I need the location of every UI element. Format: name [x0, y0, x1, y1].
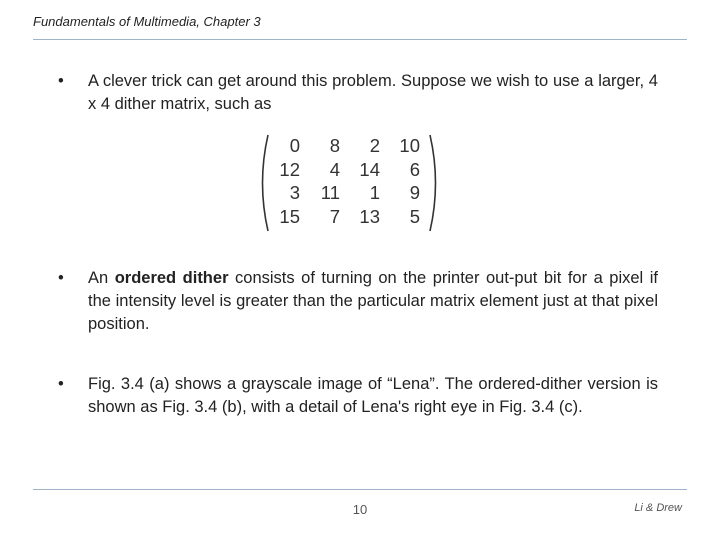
matrix-cell: 13	[359, 205, 380, 227]
matrix-cell: 2	[369, 135, 380, 156]
matrix-cell: 6	[409, 158, 420, 180]
bullet-symbol: •	[58, 72, 64, 90]
slide-header-title: Fundamentals of Multimedia, Chapter 3	[33, 14, 261, 29]
dither-matrix	[256, 132, 442, 234]
matrix-cell: 15	[279, 205, 300, 227]
matrix-cell: 11	[320, 182, 340, 203]
footer-credit: Li & Drew	[634, 502, 682, 514]
matrix-cell: 12	[279, 158, 300, 180]
matrix-cell: 1	[369, 182, 380, 203]
text-run: An	[88, 269, 115, 287]
bullet-symbol: •	[58, 375, 64, 393]
bullet-item	[58, 373, 658, 419]
term-ordered-dither: ordered dither	[114, 269, 229, 287]
bullet-text: Fig. 3.4 (a) shows a grayscale image of “Lena”. The ordered-dither version is shown as Fig. 3.4 (b), with a detail of Lena's right eye in Fig. 3.4 (c).	[88, 375, 658, 416]
matrix-cell: 3	[289, 182, 300, 203]
text-run: consists of turning on the printer out-put bit for a pixel if the intensity level is greater than the particular matrix element just at that pixel position.	[88, 269, 658, 333]
matrix-cell: 7	[329, 205, 340, 227]
matrix-cell: 5	[409, 205, 420, 227]
page-number: 10	[352, 502, 368, 517]
footer-divider	[33, 489, 687, 490]
matrix-cell: 4	[329, 158, 340, 180]
matrix-cell: 0	[289, 135, 300, 156]
matrix-cell: 8	[329, 135, 340, 156]
header-divider	[33, 39, 687, 40]
matrix-cell: 10	[399, 135, 420, 156]
bullet-text: A clever trick can get around this problem. Suppose we wish to use a larger, 4 x 4 dither matrix, such as	[88, 72, 658, 113]
matrix-cell: 14	[359, 158, 380, 180]
bullet-item	[58, 267, 658, 336]
matrix-grid	[270, 135, 420, 229]
bullet-item	[58, 70, 658, 116]
matrix-cell: 9	[409, 182, 420, 203]
bullet-text	[88, 267, 658, 336]
bullet-symbol: •	[58, 269, 64, 287]
